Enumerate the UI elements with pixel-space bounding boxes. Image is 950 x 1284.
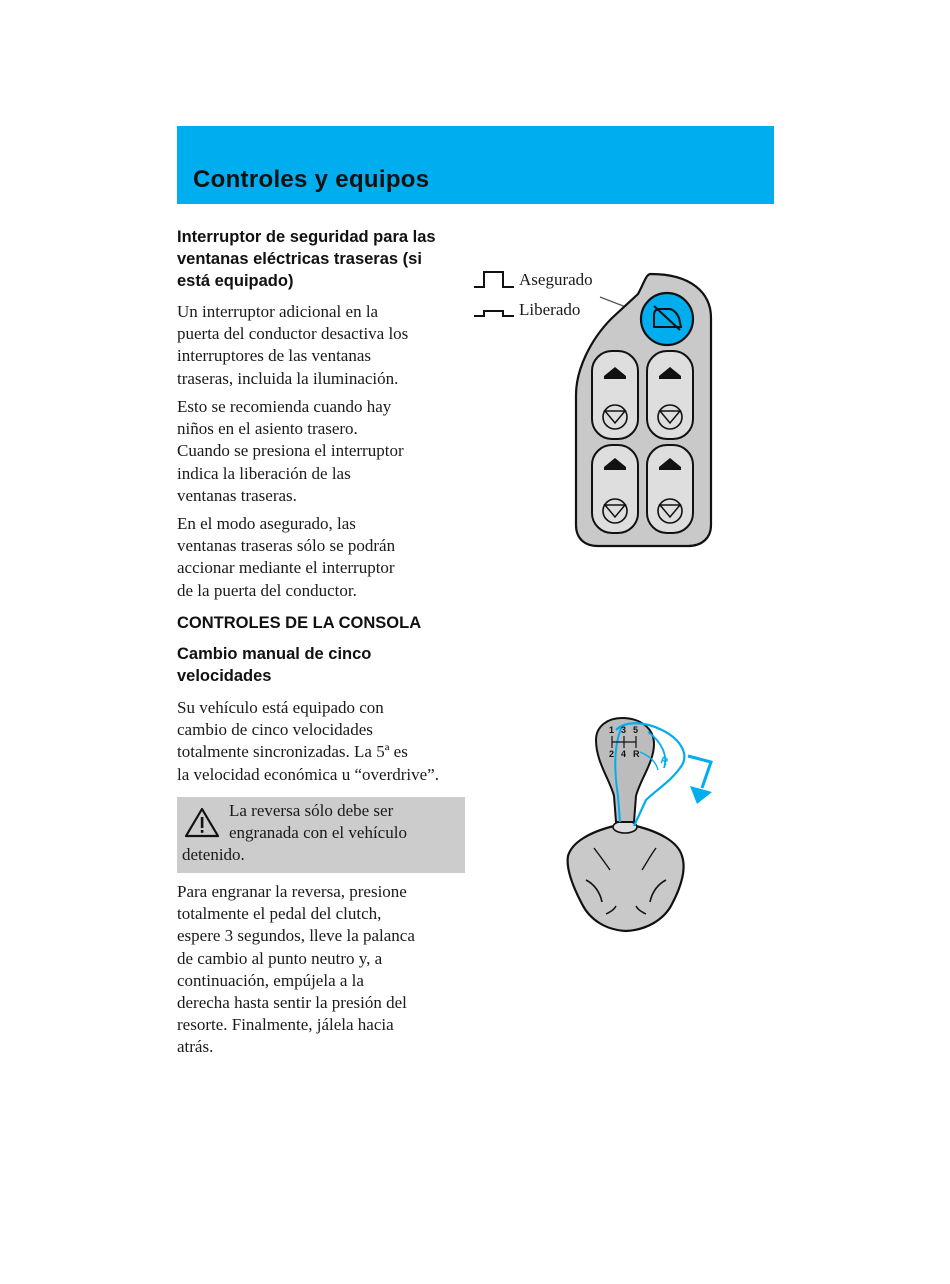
gear-label: 1 [609,725,615,735]
window-switch-front-right [647,351,693,439]
subheading-manual-shift [177,643,477,687]
gear-shifter-figure [560,715,720,937]
text-line: espere 3 segundos, lleve la palanca [177,926,415,946]
window-switch-figure [470,265,720,555]
gear-label: 2 [609,749,615,759]
subheading-line: Cambio manual de cinco [177,645,372,663]
paragraph [177,301,477,390]
section-heading-console [177,612,477,634]
paragraph [177,513,477,602]
text-line: atrás. [177,1037,214,1057]
warning-box [177,797,465,873]
window-switch-front-left [592,351,638,439]
legend-locked-label: Asegurado [519,270,593,289]
text-line: ventanas traseras sólo se podrán [177,536,396,556]
warning-triangle-icon [184,807,220,839]
text-line: cambio de cinco velocidades [177,720,373,740]
paragraph [177,697,497,786]
section-window-lock [177,226,477,292]
text-line: la velocidad económica u “overdrive”. [177,764,439,784]
text-line: totalmente sincronizadas. La 5ª es [177,742,408,762]
lock-switch-icon [641,293,693,345]
section-heading-line: está equipado) [177,272,294,290]
legend-released-label: Liberado [519,300,581,319]
text-line: resorte. Finalmente, jálela hacia [177,1015,394,1035]
header-band [177,126,774,204]
subheading-line: velocidades [177,667,272,685]
text-line: indica la liberación de las [177,463,351,483]
section-heading-line: ventanas eléctricas traseras (si [177,250,422,268]
reverse-mark: R [658,755,670,769]
shift-direction-arrow-icon [688,756,712,804]
text-line: ventanas traseras. [177,485,297,505]
text-line: de la puerta del conductor. [177,580,357,600]
text-line: totalmente el pedal del clutch, [177,904,382,924]
section-heading-line: Interruptor de seguridad para las [177,228,436,246]
gear-label: 4 [621,749,627,759]
warning-text-line: detenido. [182,845,245,864]
page-title: Controles y equipos [193,166,430,193]
text-line: accionar mediante el interruptor [177,558,395,578]
gear-label: 5 [633,725,639,735]
text-line: interruptores de las ventanas [177,346,372,366]
text-line: Para engranar la reversa, presione [177,882,407,901]
text-line: Su vehículo está equipado con [177,698,384,717]
section-heading: CONTROLES DE LA CONSOLA [177,614,422,632]
text-line: niños en el asiento trasero. [177,419,358,439]
window-switch-rear-right [647,445,693,533]
gear-label: 3 [621,725,627,735]
gear-label: R [633,749,640,759]
warning-text-line: La reversa sólo debe ser [229,801,394,820]
warning-text-line: engranada con el vehículo [229,823,407,842]
locked-symbol-icon [474,272,514,287]
text-line: Cuando se presiona el interruptor [177,441,404,461]
paragraph [177,396,477,507]
text-line: de cambio al punto neutro y, a [177,948,383,968]
text-line: puerta del conductor desactiva los [177,324,409,344]
text-line: Un interruptor adicional en la [177,302,379,321]
text-line: En el modo asegurado, las [177,514,356,533]
window-switch-rear-left [592,445,638,533]
text-line: continuación, empújela a la [177,970,364,990]
paragraph [177,881,477,1059]
text-line: derecha hasta sentir la presión del [177,993,407,1013]
text-line: Esto se recomienda cuando hay [177,397,392,416]
released-symbol-icon [474,311,514,316]
text-line: traseras, incluida la iluminación. [177,368,399,388]
